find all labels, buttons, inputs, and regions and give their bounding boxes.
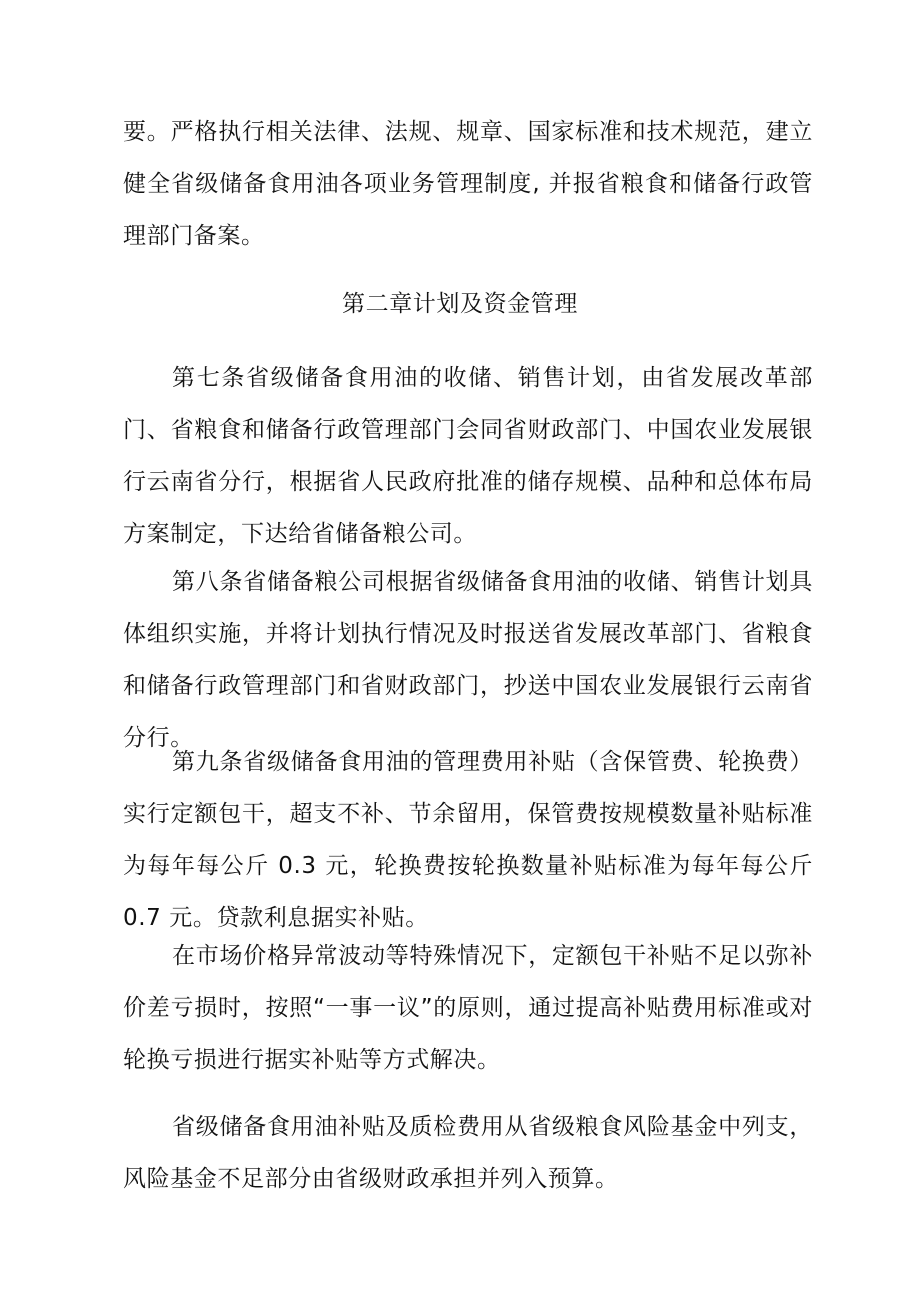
article-7-paragraph: 第七条省级储备食用油的收储、销售计划，由省发展改革部门、省粮食和储备行政管理部门会同省财政部门、中国农业发展银行云南省分行，根据省人民政府批准的储存规模、品种和总体布局方案制定，下达给省储备粮公司。 [123, 365, 813, 547]
chapter-heading: 第二章计划及资金管理 [342, 291, 578, 317]
article-9-paragraph: 第九条省级储备食用油的管理费用补贴（含保管费、轮换费）实行定额包干，超支不补、节余留用，保管费按规模数量补贴标准为每年每公斤 0.3 元，轮换费按轮换数量补贴标准为每年每公斤 0.7 元。贷款利息据实补贴。 [123, 749, 813, 931]
risk-fund-paragraph: 省级储备食用油补贴及质检费用从省级粮食风险基金中列支，风险基金不足部分由省级财政承担并列入预算。 [123, 1114, 813, 1192]
article-8-paragraph: 第八条省储备粮公司根据省级储备食用油的收储、销售计划具体组织实施，并将计划执行情况及时报送省发展改革部门、省粮食和储备行政管理部门和省财政部门，抄送中国农业发展银行云南省分行。 [123, 569, 813, 751]
market-fluctuation-paragraph: 在市场价格异常波动等特殊情况下，定额包干补贴不足以弥补价差亏损时，按照“一事一议”的原则，通过提高补贴费用标准或对轮换亏损进行据实补贴等方式解决。 [123, 943, 813, 1073]
paragraph-continuation: 要。严格执行相关法律、法规、规章、国家标准和技术规范，建立健全省级储备食用油各项业务管理制度, 并报省粮食和储备行政管理部门备案。 [123, 119, 813, 249]
